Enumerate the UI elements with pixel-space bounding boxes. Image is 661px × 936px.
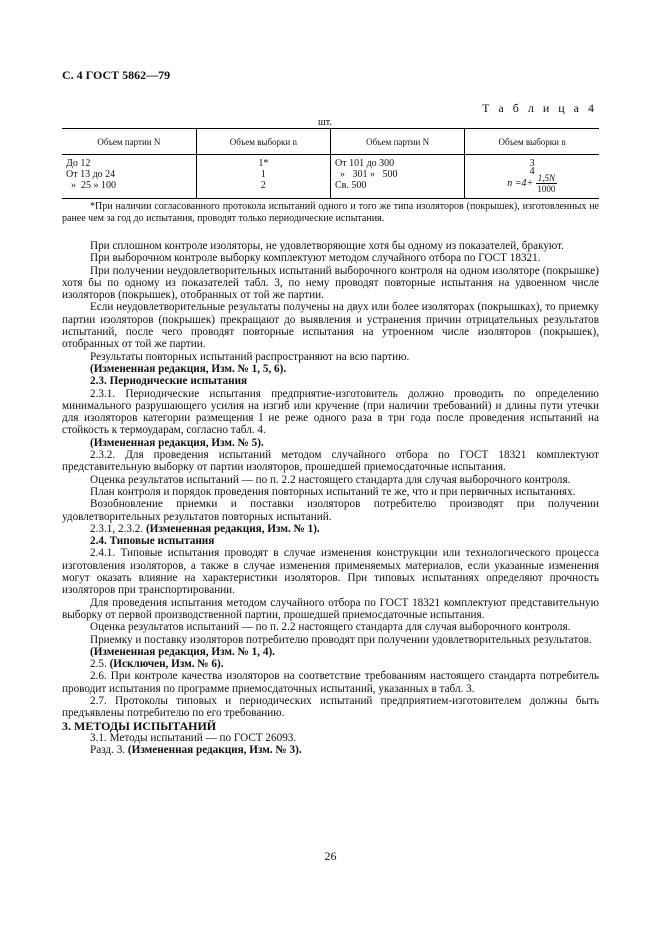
- subsection-title: 2.4. Типовые испытания: [90, 535, 215, 548]
- cell-line: От 13 до 24: [66, 169, 116, 180]
- table-header-cell: Объем выборки n: [196, 129, 330, 155]
- exclusion-note: (Исключен, Изм. № 6).: [109, 658, 224, 671]
- section-title: 3. МЕТОДЫ ИСПЫТАНИЙ: [62, 718, 217, 733]
- paragraph: Возобновление приемки и поставки изоляторов потребителю производят при получении удовлетворительных результатов повторных испытаний.: [62, 498, 599, 523]
- table-row: [62, 155, 599, 199]
- table-cell: [331, 155, 465, 199]
- amendment-note: (Измененная редакция, Изм. № 5).: [90, 436, 264, 449]
- table-unit: шт.: [318, 117, 332, 128]
- amendment-note: (Измененная редакция, Изм. № 1, 4).: [90, 645, 275, 658]
- paragraph: План контроля и порядок проведения повторных испытаний те же, что и при первичных испытаниях.: [90, 485, 576, 498]
- table-footnote: *При наличии согласованного протокола испытаний одного и того же типа изоляторов (покрышек), изготовленных не ранее чем за год до испытания, проводят только периодические испытания.: [62, 201, 599, 224]
- page-number: 26: [324, 849, 337, 863]
- paragraph: Оценка результатов испытаний — по п. 2.2 настоящего стандарта для случая выборочного контроля.: [90, 621, 571, 634]
- table-cell: [465, 155, 599, 199]
- cell-line: 4: [529, 166, 535, 177]
- formula-prefix: n =4+: [507, 177, 534, 189]
- sampling-table: [62, 128, 599, 199]
- paragraph: Результаты повторных испытаний распространяют на всю партию.: [90, 350, 410, 363]
- cell-line: От 101 до 300: [335, 158, 395, 169]
- cell-line: 3: [529, 158, 535, 169]
- table-header-cell: Объем выборки n: [465, 129, 599, 155]
- paragraph: 2.6. При контроле качества изоляторов на соответствие требованиям настоящего стандарта потребитель проводит испытания по программе приемосдаточных испытаний, указанных в табл. 3.: [62, 670, 599, 695]
- page-header: С. 4 ГОСТ 5862—79: [62, 68, 171, 82]
- formula: [469, 173, 595, 194]
- paragraph: Если неудовлетворительные результаты получены на двух или более изоляторах (покрышках), то приемку партии изоляторов (покрышек) прекращают до выявления и устранения причин отрицательных результатов испытаний, после чего проводят повторные испытания на утроенном числе изоляторов (покрышек), отобранных от той же партии.: [62, 301, 599, 351]
- paragraph: [62, 523, 599, 535]
- table-caption: Т а б л и ц а 4: [482, 101, 597, 115]
- cell-line: До 12: [66, 158, 91, 169]
- paragraph: 2.4.1. Типовые испытания проводят в случае изменения конструкции или технологического процесса изготовления изоляторов, а также в случае изменения применяемых материалов, если указанные изменения могут оказать влияние на характеристики изоляторов. При типовых испытаниях определяют прочность изоляторов при транспортировании.: [62, 547, 599, 597]
- cell-line: » 25 » 100: [66, 180, 116, 191]
- paragraph: [62, 658, 599, 670]
- formula-numerator: 1,5N: [537, 173, 555, 183]
- table-header-cell: Объем партии N: [62, 129, 196, 155]
- clause-ref: 2.3.1, 2.3.2.: [90, 522, 144, 535]
- cell-line: 1: [260, 169, 266, 180]
- section-ref: Разд. 3.: [90, 744, 126, 757]
- cell-line: » 301 » 500: [335, 169, 398, 180]
- subsection-title: 2.3. Периодические испытания: [90, 375, 248, 388]
- amendment-note: (Измененная редакция, Изм. № 3).: [127, 744, 302, 757]
- cell-line: 1*: [258, 158, 269, 169]
- table-cell: [62, 155, 196, 199]
- paragraph: При получении неудовлетворительных испытаний выборочного контроля на одном изоляторе (покрышке) хотя бы по одному из показателей табл. 3, по нему проводят повторные испытания на удвоенном числе изоляторов (покрышек), отобранных от той же партии.: [62, 264, 599, 302]
- paragraph: Оценка результатов испытаний — по п. 2.2 настоящего стандарта для случая выборочного контроля.: [90, 473, 571, 486]
- paragraph: 2.3.1. Периодические испытания предприятие-изготовитель должно проводить по определению минимального разрушающего усилия на изгиб или кручение (при наличии требований) и длины пути утечки для изоляторов категории размещения I не реже одного раза в три года после проведения испытаний на стойкость к термоударам, согласно табл. 4.: [62, 387, 599, 437]
- paragraph: [62, 744, 599, 756]
- paragraph: 3.1. Методы испытаний — по ГОСТ 26093.: [90, 731, 297, 744]
- table-cell: [196, 155, 330, 199]
- paragraph: 2.3.2. Для проведения испытаний методом случайного отбора по ГОСТ 18321 комплектуют представительную выборку от партии изоляторов, прошедшей приемосдаточные испытания.: [62, 449, 599, 474]
- body-text: [62, 240, 599, 756]
- paragraph: 2.7. Протоколы типовых и периодических испытаний предприятием-изготовителем должны быть предъявлены потребителю по его требованию.: [62, 694, 599, 720]
- paragraph: При сплошном контроле изоляторы, не удовлетворяющие хотя бы одному из показателей, бракуют.: [90, 240, 564, 252]
- amendment-note: (Измененная редакция, Изм. № 1).: [145, 522, 320, 535]
- cell-line: 2: [260, 180, 266, 191]
- formula-fraction: [536, 173, 557, 194]
- table-header-cell: Объем партии N: [331, 129, 465, 155]
- paragraph: Для проведения испытания методом случайного отбора по ГОСТ 18321 комплектуют представительную выборку от первой производственной партии, прошедшей приемосдаточные испытания.: [62, 596, 599, 621]
- amendment-note: (Измененная редакция, Изм. № 1, 5, 6).: [90, 362, 287, 375]
- formula-denominator: 1000: [537, 184, 556, 194]
- paragraph: При выборочном контроле выборку комплектуют методом случайного отбора по ГОСТ 18321.: [90, 252, 541, 265]
- paragraph: Приемку и поставку изоляторов потребителю проводят при получении удовлетворительных результатов.: [90, 633, 592, 646]
- clause-ref: 2.5.: [90, 658, 107, 671]
- cell-line: Св. 500: [335, 180, 367, 191]
